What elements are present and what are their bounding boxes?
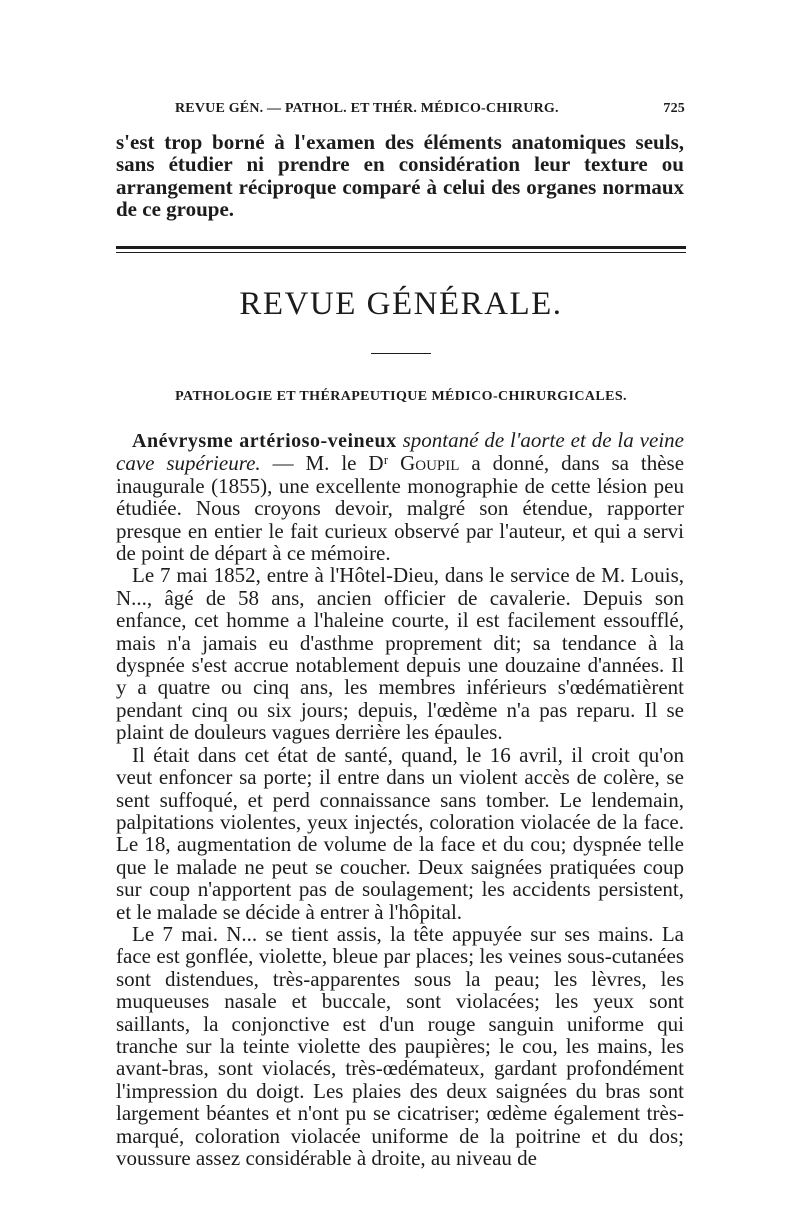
article-paragraph-1 (116, 429, 684, 564)
section-rule-thick (116, 246, 686, 249)
article-p1-pre: — M. le Dʳ (272, 451, 389, 476)
intro-paragraph: s'est trop borné à l'examen des éléments anatomiques seuls, sans étudier ni prendre en considération leur texture ou arrangement réciproque comparé à celui des organes normaux de ce groupe. (116, 130, 684, 222)
section-title: REVUE GÉNÉRALE. (239, 286, 563, 322)
article-paragraph-2: Le 7 mai 1852, entre à l'Hôtel-Dieu, dans le service de M. Louis, N..., âgé de 58 ans, ancien officier de cavalerie. Depuis son enfance, cet homme a l'haleine courte, il est facilement essoufflé, mais n'a jamais eu d'asthme proprement dit; sa tendance à la dyspnée s'est accrue notablement depuis une douzaine d'années. Il y a quatre ou cinq ans, les membres inférieurs s'œdématièrent pendant cinq ou six jours; depuis, l'œdème n'a pas reparu. Il se plaint de douleurs vagues derrière les épaules. (116, 563, 684, 745)
article-body (116, 429, 684, 1169)
running-title: REVUE GÉN. — PATHOL. ET THÉR. MÉDICO-CHIRURG. (175, 101, 559, 116)
article-paragraph-3: Il était dans cet état de santé, quand, le 16 avril, il croit qu'on veut enfoncer sa porte; il entre dans un violent accès de colère, se sent suffoqué, et perd connaissance sans tomber. Le lendemain, palpitations violentes, yeux injectés, coloration violacée de la face. Le 18, augmentation de volume de la face et du cou; dyspnée telle que le malade ne peut se coucher. Deux saignées pratiquées coup sur coup n'apportent pas de soulagement; les accidents persistent, et le malade se décide à entrer à l'hôpital. (116, 742, 684, 924)
article-paragraph-4: Le 7 mai. N... se tient assis, la tête appuyée sur ses mains. La face est gonflée, violette, bleue par places; les veines sous-cutanées sont distendues, très-apparentes sous la peau; les lèvres, les muqueuses nasale et buccale, sont violacées; les yeux sont saillants, la conjonctive est d'un rouge sanguin uniforme qui tranche sur la teinte violette des paupières; le cou, les mains, les avant-bras, sont violacés, très-œdémateux, gardant profondément l'impression du doigt. Les plaies des deux saignées du bras sont largement béantes et n'ont pu se cicatriser; œdème également très-marqué, coloration violacée uniforme de la poitrine et du dos; voussure assez considérable à droite, au niveau de (116, 921, 684, 1170)
page-number: 725 (663, 101, 685, 116)
running-header (175, 101, 685, 117)
article-p1-post: a donné, dans sa thèse inaugurale (1855), une excellente monographie de cette lésion peu étudiée. Nous croyons devoir, malgré son étendue, rapporter presque en entier le fait curieux observé par l'auteur, et qui a servi de point de départ à ce mémoire. (116, 451, 685, 566)
article-author: Goupil (400, 451, 460, 476)
section-rule-thin (116, 252, 686, 253)
section-subtitle: PATHOLOGIE ET THÉRAPEUTIQUE MÉDICO-CHIRURGICALES. (175, 389, 627, 404)
article-lead-subtitle: spontané de l'aorte et de la veine cave supérieure. (116, 428, 684, 476)
article-lead-title: Anévrysme artérioso-veineux (132, 430, 397, 452)
title-divider (371, 353, 431, 354)
